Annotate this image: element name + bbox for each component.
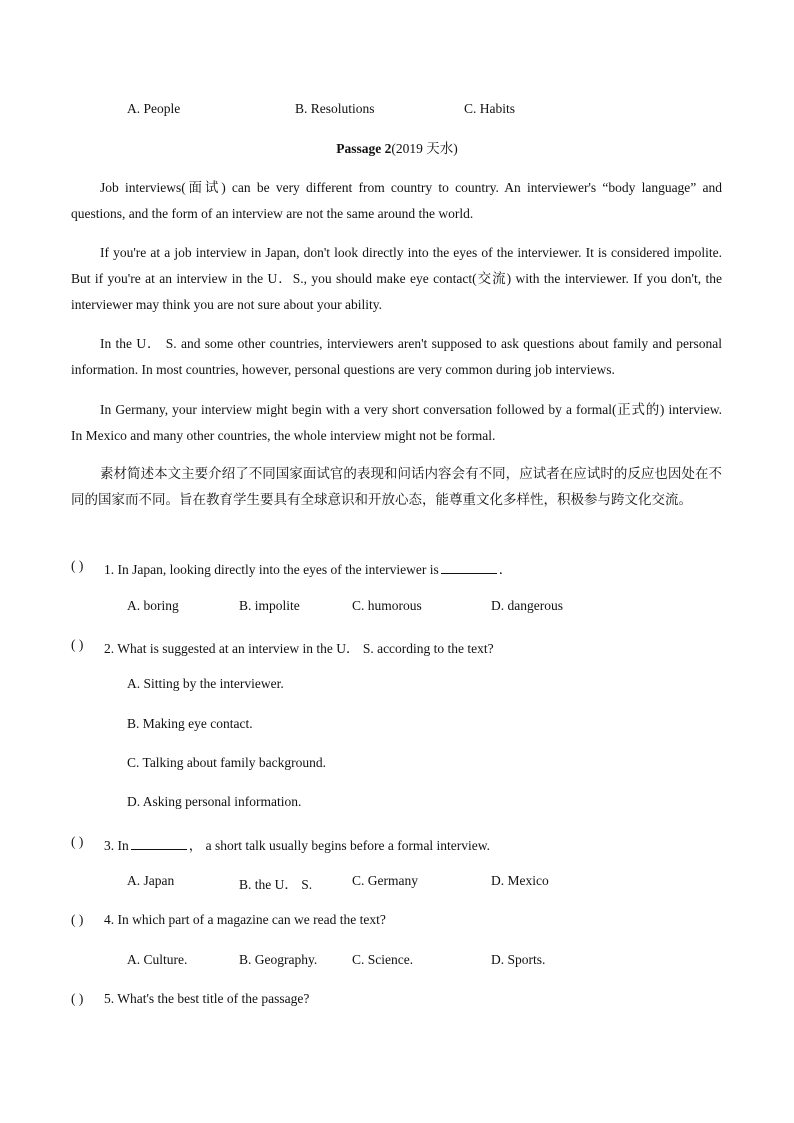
question-1-option-d: D. dangerous [491, 598, 563, 613]
question-2-option-c: C. Talking about family background. [127, 755, 327, 770]
answer-bracket-1: ( ) [71, 558, 84, 573]
question-2-option-a: A. Sitting by the interviewer. [127, 676, 284, 691]
question-2-option-d: D. Asking personal information. [127, 794, 302, 809]
passage-title-bold: Passage 2 [336, 141, 392, 156]
question-1-stem: 1. In Japan, looking directly into the eyes of the interviewer is ． [104, 558, 512, 578]
question-4-option-c: C. Science. [352, 952, 414, 967]
question-4-option-d: D. Sports. [491, 952, 546, 967]
passage-paragraph-2: If you're at a job interview in Japan, don't look directly into the eyes of the interviewer. It is considered impolite. But if you're at an interview in the U．S., you should make eye contact(交流) with the interviewer. If you don't, the interviewer may think you are not sure about your ability. [71, 245, 722, 312]
answer-bracket-5: ( ) [71, 991, 84, 1006]
question-3-option-a: A. Japan [127, 873, 175, 888]
passage-paragraph-3: In the U． S. and some other countries, interviewers aren't supposed to ask questions about family and personal information. In most countries, however, personal questions are very common during job interviews. [71, 336, 722, 377]
prev-option-b: B. Resolutions [295, 101, 375, 116]
question-2-stem: 2. What is suggested at an interview in the U． S. according to the text? [104, 641, 494, 656]
question-3-option-d: D. Mexico [491, 873, 549, 888]
question-3-blank [131, 835, 187, 850]
question-1-option-b: B. impolite [239, 598, 300, 613]
question-1-option-a: A. boring [127, 598, 179, 613]
prev-option-c: C. Habits [464, 101, 516, 116]
answer-bracket-4: ( ) [71, 912, 84, 927]
question-5-stem: 5. What's the best title of the passage? [104, 991, 310, 1006]
question-3-option-c: C. Germany [352, 873, 418, 888]
answer-bracket-3: ( ) [71, 834, 84, 849]
question-4-option-b: B. Geography. [239, 952, 318, 967]
question-1-option-c: C. humorous [352, 598, 422, 613]
question-4-option-a: A. Culture. [127, 952, 188, 967]
question-3-stem: 3. In ， a short talk usually begins before a formal interview. [104, 834, 490, 854]
question-1-blank [441, 559, 497, 574]
passage-summary: 素材简述本文主要介绍了不同国家面试官的表现和问话内容会有不同，应试者在应试时的反应也因处在不同的国家而不同。旨在教育学生要具有全球意识和开放心态，能尊重文化多样性，积极参与跨文化交流。 [71, 466, 722, 508]
question-3-option-b: B. the U． S. [239, 877, 313, 892]
passage-paragraph-4: In Germany, your interview might begin with a very short conversation followed by a formal(正式的) interview. In Mexico and many other countries, the whole interview might not be formal. [71, 402, 722, 443]
prev-option-a: A. People [127, 101, 181, 116]
passage-paragraph-1: Job interviews(面试) can be very different from country to country. An interviewer's “body language” and questions, and the form of an interview are not the same around the world. [71, 180, 722, 221]
question-4-stem: 4. In which part of a magazine can we read the text? [104, 912, 386, 927]
passage-title [0, 140, 794, 158]
question-2-option-b: B. Making eye contact. [127, 716, 253, 731]
passage-title-source: (2019 天水) [391, 141, 458, 156]
answer-bracket-2: ( ) [71, 637, 84, 652]
